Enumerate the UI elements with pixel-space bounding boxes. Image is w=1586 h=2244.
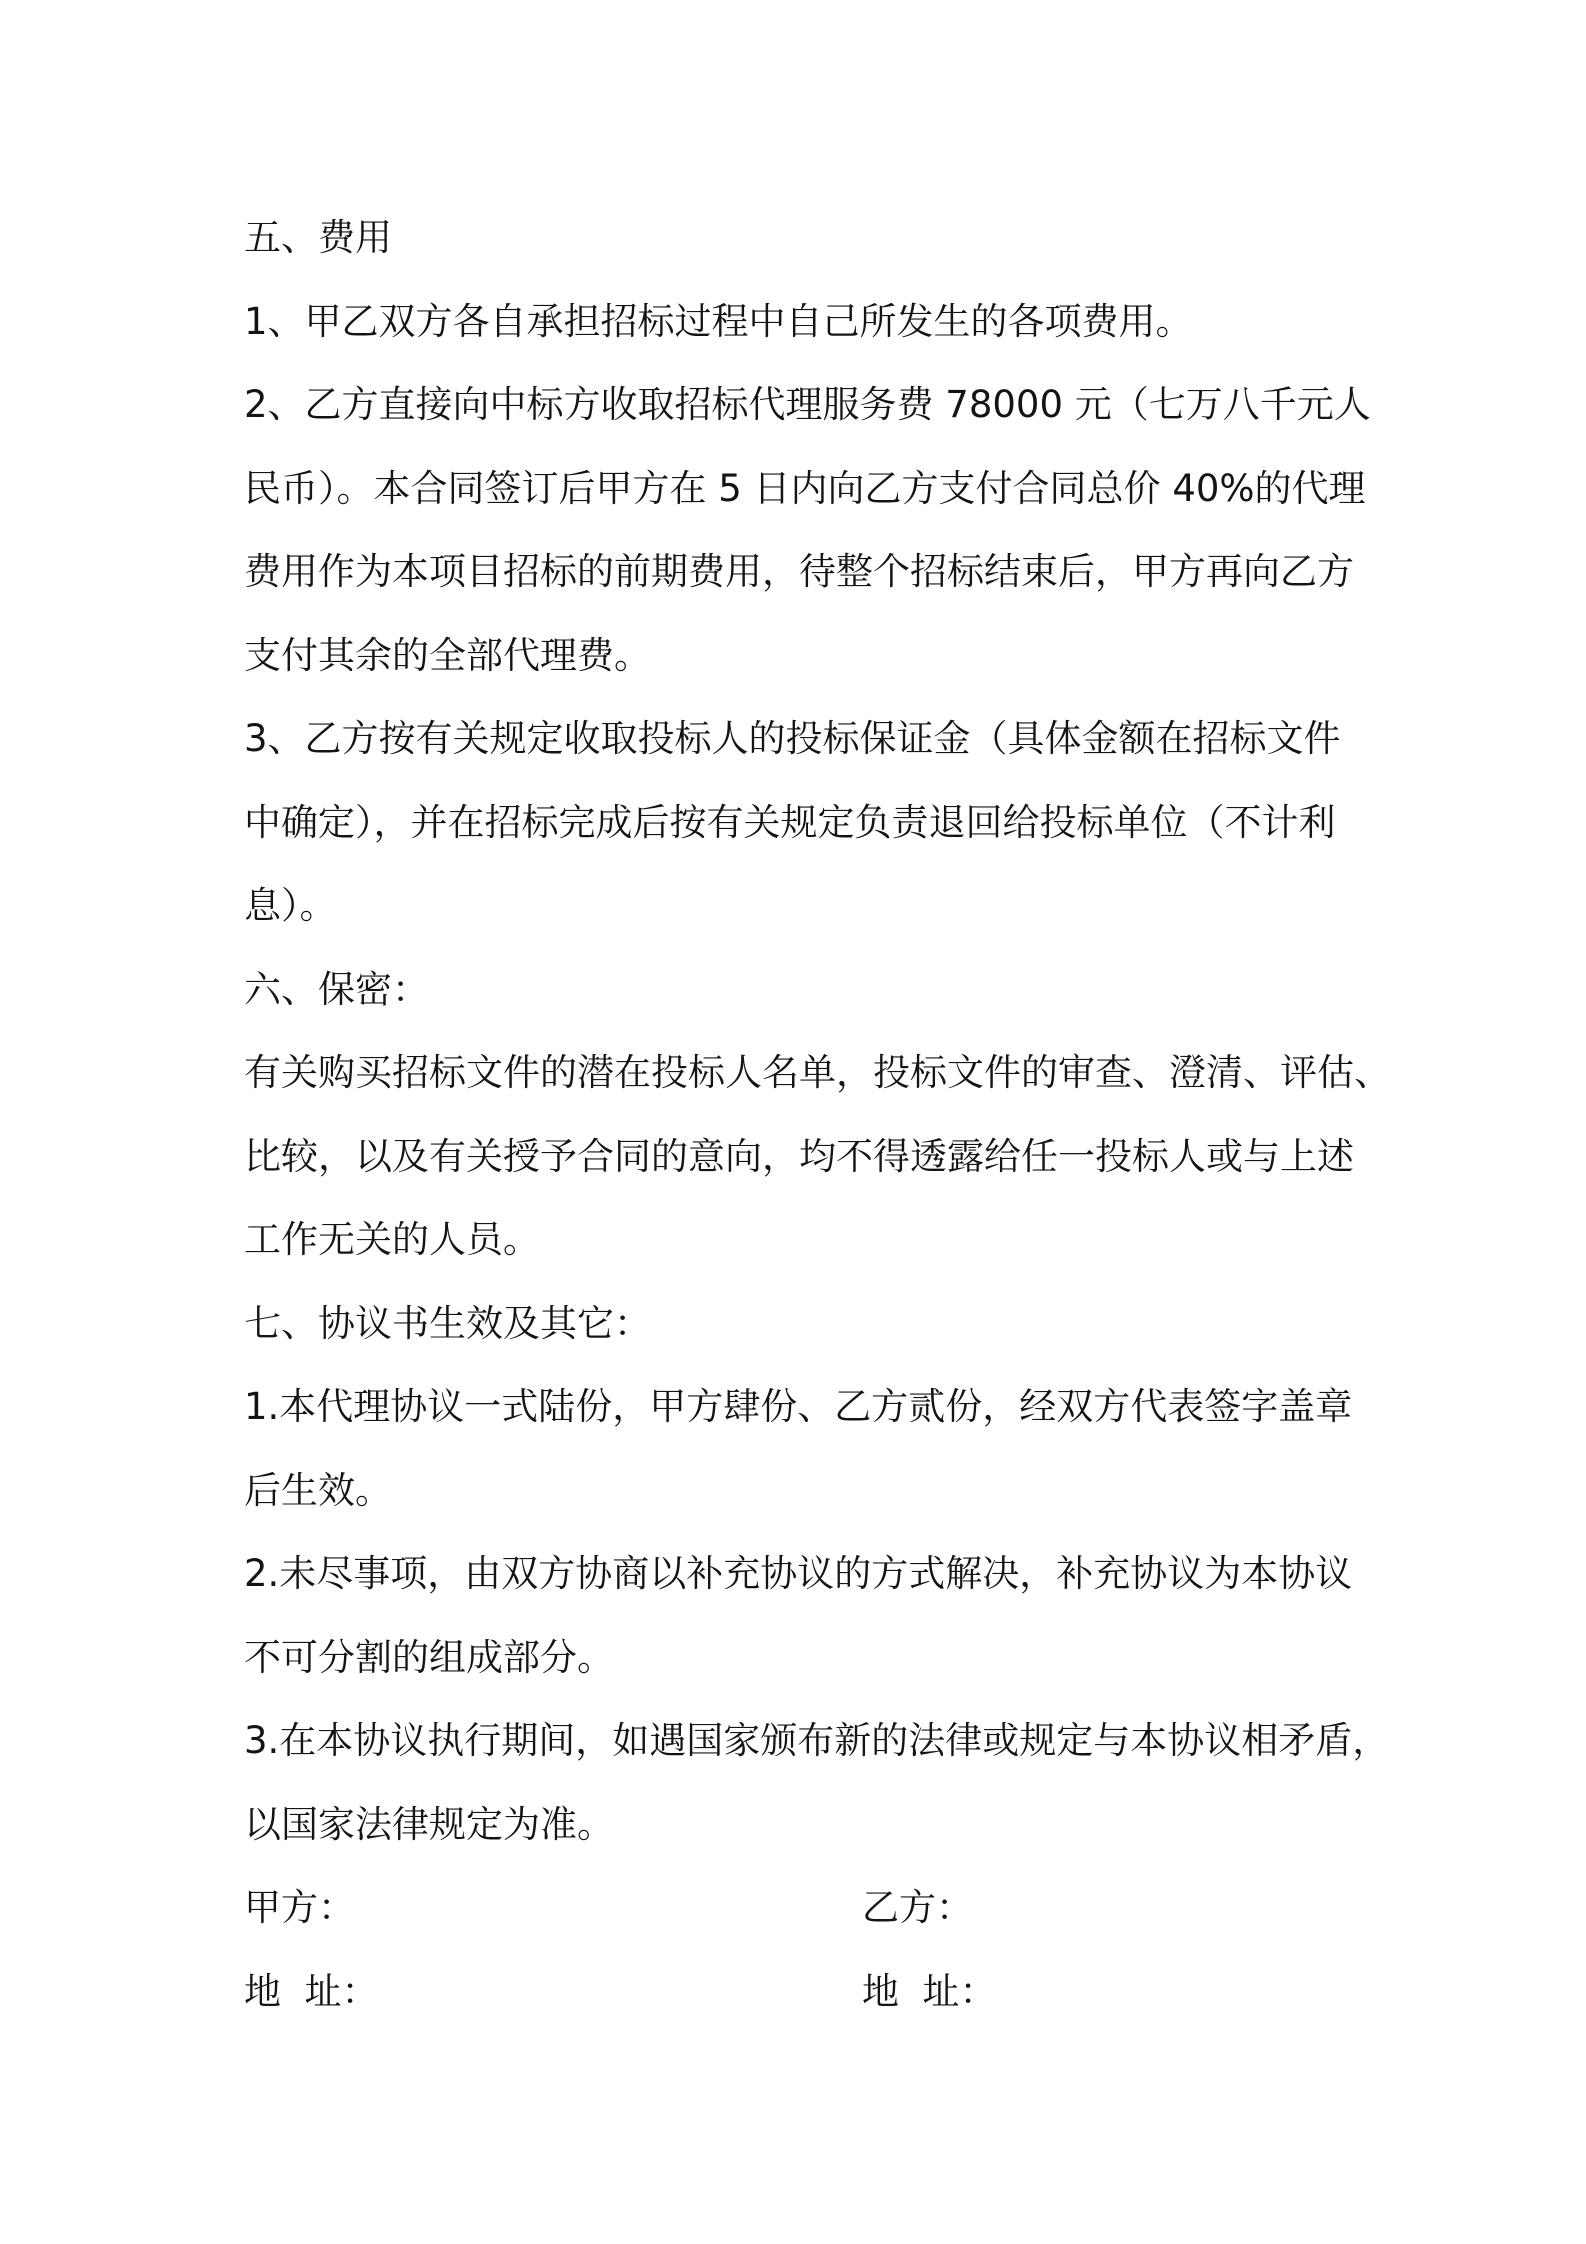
section-heading-effectiveness: 七、协议书生效及其它： [244, 1301, 651, 1345]
fees-clause-2-line-1: 2、乙方直接向中标方收取招标代理服务费 78000 元（七万八千元人 [244, 383, 1371, 426]
party-a-address-label: 地 址： [244, 1969, 379, 2013]
section-heading-confidentiality: 六、保密： [244, 967, 429, 1011]
document-body [244, 196, 1391, 2033]
effectiveness-clause-3-line-2: 以国家法律规定为准。 [244, 1802, 614, 1846]
fees-clause-3-line-3: 息）。 [244, 884, 337, 927]
confidentiality-line-1: 有关购买招标文件的潜在投标人名单，投标文件的审查、澄清、评估、 [244, 1051, 1391, 1094]
fees-clause-2-line-4: 支付其余的全部代理费。 [244, 633, 651, 677]
effectiveness-clause-2-line-1: 2.未尽事项，由双方协商以补充协议的方式解决，补充协议为本协议 [244, 1552, 1353, 1595]
effectiveness-clause-3-line-1: 3.在本协议执行期间，如遇国家颁布新的法律或规定与本协议相矛盾， [244, 1719, 1390, 1762]
effectiveness-clause-2-line-2: 不可分割的组成部分。 [244, 1635, 614, 1679]
party-b-address-label: 地 址： [862, 1969, 997, 2013]
party-a-label: 甲方： [244, 1886, 355, 1929]
signature-party-row [244, 1866, 1364, 1950]
effectiveness-clause-1-line-1: 1.本代理协议一式陆份，甲方肆份、乙方贰份，经双方代表签字盖章 [244, 1385, 1353, 1428]
signature-address-row [244, 1950, 1364, 2034]
confidentiality-line-3: 工作无关的人员。 [244, 1218, 540, 1261]
fees-clause-1: 1、甲乙双方各自承担招标过程中自己所发生的各项费用。 [244, 299, 1193, 343]
fees-clause-2-line-2: 民币）。本合同签订后甲方在 5 日内向乙方支付合同总价 40%的代理 [244, 466, 1366, 510]
fees-clause-2-line-3: 费用作为本项目招标的前期费用，待整个招标结束后，甲方再向乙方 [244, 550, 1354, 593]
party-b-label: 乙方： [862, 1886, 973, 1929]
section-heading-fees: 五、费用 [244, 216, 392, 259]
fees-clause-3-line-1: 3、乙方按有关规定收取投标人的投标保证金（具体金额在招标文件 [244, 717, 1341, 760]
confidentiality-line-2: 比较，以及有关授予合同的意向，均不得透露给任一投标人或与上述 [244, 1134, 1354, 1178]
effectiveness-clause-1-line-2: 后生效。 [244, 1468, 392, 1512]
fees-clause-3-line-2: 中确定），并在招标完成后按有关规定负责退回给投标单位（不计利 [244, 800, 1336, 844]
